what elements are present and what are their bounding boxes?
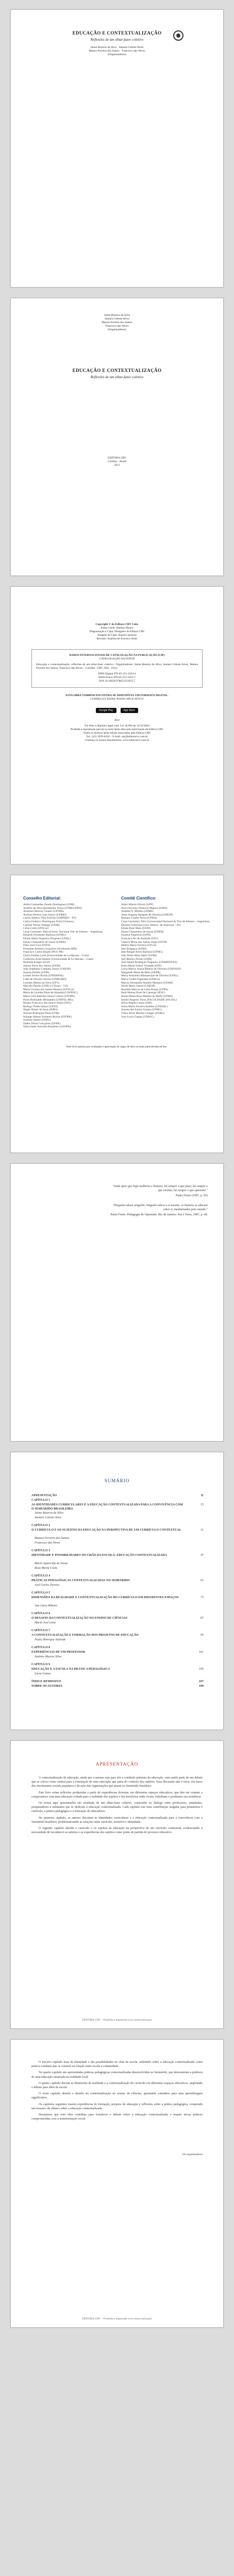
toc-entry-label: PRÁTICAS PEDAGÓGICAS CONTEXTUALIZADAS NO SEMIÁRIDO <box>31 1579 130 1582</box>
toc-entry[interactable] <box>31 1629 204 1633</box>
toc-entry-label: José Carlos Pereira <box>35 1584 60 1587</box>
toc-entry[interactable] <box>31 1536 204 1540</box>
board-member: Antônio Pereira Gaio Júnior (UFRRJ) <box>23 913 66 917</box>
toc-entry[interactable] <box>31 1583 204 1587</box>
board-member: Anna Augusta Sampaio de Oliveira (UNESP) <box>121 913 173 917</box>
catalog-subtitle: CATALOGAÇÃO NA FONTE <box>99 657 135 660</box>
toc-entry-page: 15 <box>200 1503 204 1506</box>
presentation-paragraph: Os textos aqui apresentados são resultado de um olhar-fazer coletivo, construído no diálogo entre professores, estudantes, pesquisadores e militantes que se dedicam à educação contextualizada. Cada capítulo traz uma contribuição singular para pensarmos o currículo, a prática pedagógica e a formação de educadores. <box>31 1802 203 1814</box>
toc-entry[interactable] <box>31 1650 204 1654</box>
presentation-signature: Os organizadores <box>182 2153 203 2156</box>
toc-entry-label: Maria Aparecida de Souza <box>35 1562 68 1565</box>
catalog-text: Educação e contextualização: reflexões de um olhar-fazer coletivo / Organizadores: Jaime Bezerra da Silva, Samara Celeste Alves, Maiara Ferreira dos Santos, Francisco das Neves – Curitiba : CRV, 2021. 110 p. <box>36 663 198 670</box>
board-member: João Pedro Maia Sátiro (UFRJ) <box>121 954 157 957</box>
scientific-committee-column <box>121 896 214 1019</box>
board-member: Celso Conti (UFSCar) <box>23 927 49 930</box>
board-member: Neide Maria Santos (UNESP) <box>121 985 156 988</box>
toc-entry-page: 107 <box>199 1680 204 1683</box>
digital-notice <box>11 694 223 701</box>
presentation-body-cont <box>31 2060 203 2121</box>
board-member: Lourdes Helena da Silva (UFV) <box>23 981 60 985</box>
summary-list <box>11 1494 224 1720</box>
toc-entry[interactable] <box>31 1591 204 1595</box>
toc-entry-label: Paulo Henrique Andrade <box>35 1638 66 1641</box>
page-summary <box>10 1452 224 1730</box>
board-member: Suzana dos Santos Gomes (UFMG) <box>121 1008 162 1012</box>
board-member: Vera Lucia Gaspar (UDESC) <box>121 1015 154 1019</box>
page-copyright <box>10 586 224 865</box>
board-member: Francisco Carlos Duarte (PUC-PR) <box>23 951 63 954</box>
board-member: Sérgio Nunes de Jesus (IFRO) <box>23 1008 58 1012</box>
epigraph-block <box>110 1184 208 1217</box>
board-member: Maria Cristina dos Santos Bezerra (UFSCar) <box>23 988 74 991</box>
board-member: Elione Maria Nogueira Diogenes (UFAL) <box>23 937 71 940</box>
board-member: Tadeu Oliver Gonçalves (UFPA) <box>23 1022 60 1025</box>
board-footer-line: Este livro passou por avaliação e aprovação às cegas de dois ou mais pareceristas ad hoc. <box>66 1045 168 1048</box>
board-member: Helena Maria Ferreira (UFLA) <box>121 944 157 947</box>
toc-entry[interactable] <box>31 1616 204 1620</box>
toc-entry-label: AS IDENTIDADES CURRICULARES E A EDUCAÇÃO CONTEXTUALIZADA PARA A CONVIVÊNCIA COM O SEMIÁRIDO BRASILEIRO <box>31 1503 183 1511</box>
author-line: (Organizadores) <box>108 328 126 331</box>
epigraph-quote: "Onde quer que haja mulheres e homens, há sempre o que fazer, há sempre o que ensinar, há sempre o que aprender." <box>112 1185 208 1193</box>
toc-entry-label: CAPÍTULO 7 <box>31 1629 51 1632</box>
title-page-authors <box>11 314 223 332</box>
board-member: José Daniel Rodrigues Nogueira (UNIMONTES) <box>121 961 177 964</box>
presentation-body <box>31 1776 203 1835</box>
legal-line: Todos os direitos desta edição reservados pela Editora CRV <box>83 732 151 735</box>
board-member: Ronaldo Marcos de Lima Araujo (UFPA) <box>121 988 168 991</box>
toc-entry-label: Rosa Maria Costa <box>35 1567 58 1570</box>
presentation-paragraph: Este livro reúne reflexões produzidas a partir de experiências diversas, em diferentes espaços educativos, que têm em comum o compromisso com uma educação voltada para a realidade dos sujeitos e dos territórios onde vivem, trabalham e produzem sua existência. <box>31 1791 203 1799</box>
toc-entry-label: Maria José Lima <box>35 1621 56 1624</box>
toc-entry-page: 61 <box>200 1579 204 1582</box>
toc-entry[interactable] <box>31 1579 204 1583</box>
toc-entry-label: EDUCAÇÃO E A ESCOLA NA PRÁTICA PEDAGÓGICA <box>31 1668 110 1671</box>
page-cover <box>10 9 224 287</box>
board-member: Maria Antonieta Albuquerque de Oliveira (UFAL) <box>121 974 178 978</box>
scientific-committee-title: Comitê Científico: <box>121 896 157 901</box>
toc-entry[interactable] <box>31 1667 204 1671</box>
toc-entry[interactable] <box>31 1684 204 1688</box>
board-member: João Adalberto Campato Junior (UNESP) <box>23 968 71 971</box>
toc-entry[interactable] <box>31 1680 204 1684</box>
editorial-council-list <box>23 903 116 1029</box>
digital-notice-title: ESTA OBRA TAMBÉM ENCONTRA-SE DISPONÍVEL EM FORMATO DIGITAL. <box>65 694 169 697</box>
toc-entry-label: DIMENSÕES DA REALIDADE E CONTEXTUALIZAÇÃO DO CURRÍCULO EM DIFERENTES ESPAÇOS <box>31 1596 179 1599</box>
app-store-badge[interactable]: App Store <box>121 708 138 713</box>
board-member: Marcia Alessandra Arantes Marques (UFAM) <box>121 981 173 985</box>
board-member: Élsio José Corá (UFFS) <box>23 944 51 947</box>
toc-entry-label: CAPÍTULO 6 <box>31 1612 51 1615</box>
presentation-heading: APRESENTAÇÃO <box>95 1761 139 1767</box>
board-member: Joel Ribeiro Ferraz (UEM) <box>121 957 152 961</box>
presentation-paragraph: O segundo capítulo aborda o currículo e os sujeitos da educação na perspectiva de um currículo contextual, evidenciando a necessidade de reconhecer os saberes e as experiências dos sujeitos como ponto de partida do processo educativo. <box>31 1827 203 1835</box>
presentation-paragraph: Os capítulos seguintes trazem experiências de formação, projetos de educação e reflexões sobre a prática pedagógica, compondo um mosaico de olhares sobre a educação contextualizada. <box>31 2103 203 2110</box>
toc-entry-label: Francisco das Neves <box>35 1541 60 1545</box>
board-member: Barbara Coelho Neves (UFBA) <box>121 917 157 920</box>
toc-entry[interactable] <box>31 1672 204 1676</box>
board-member: Paulo Romualdo Hernandes (UNIFAL-MG) <box>23 998 74 1002</box>
toc-entry-label: CAPÍTULO 5 <box>31 1591 51 1595</box>
board-member: Maria Lurdes Fagundes (UFRGS) <box>121 978 160 981</box>
editorial-council-column <box>23 896 116 1029</box>
board-member: Francisco Ari de Andrade (UFC) <box>121 937 159 940</box>
toc-entry[interactable] <box>31 1612 204 1616</box>
author-line: Maiara Ferreira dos Santos <box>102 321 132 324</box>
book-subtitle: Reflexões de um olhar-fazer coletivo <box>90 38 144 42</box>
board-member: Ruth Helena Porto de Camargo (IFSC) <box>121 991 165 995</box>
toc-entry[interactable] <box>31 1511 204 1515</box>
toc-entry-page: 95 <box>200 1634 204 1637</box>
title-page-imprint <box>11 456 223 467</box>
toc-entry[interactable] <box>31 1621 204 1625</box>
copyright-line: Diagramação e Capa: Designers da Editora CRV <box>89 630 145 633</box>
board-member: Aldira Guimarães Duarte Domínguez (UNB) <box>23 903 75 906</box>
toc-entry[interactable] <box>31 1566 204 1570</box>
board-member: Cesar Gerónimo Tello (Univer. Nacional Três de Febrero – Argentina) <box>23 930 103 934</box>
board-member: Renato Francisco dos Santos Paula (UFG) <box>23 1002 72 1005</box>
title-page-subtitle: Reflexões de um olhar-fazer coletivo <box>90 375 144 379</box>
catalog-title: DADOS INTERNACIONAIS DE CATALOGAÇÃO NA PUBLICAÇÃO (CIP) <box>69 654 165 657</box>
board-member: Andréia da Silva Quintanilha Sousa (UNIR/UFRN) <box>23 906 82 910</box>
toc-entry-label: Antônio Marcos Silva <box>35 1655 62 1658</box>
scientific-committee-list <box>121 903 214 1019</box>
copyright-block <box>11 623 223 641</box>
catalog-box <box>31 649 203 688</box>
toc-entry-label: Maiara Ferreira dos Santos <box>35 1537 70 1540</box>
author-line: Jaime Bezerra da Silva <box>104 314 130 317</box>
toc-entry-page: 101 <box>199 1651 204 1654</box>
board-member: Jane Rangel Alves Barbosa (UFMG) <box>121 951 163 954</box>
board-member: Eduardo Fernandes Barbosa (UFMG) <box>23 934 66 937</box>
toc-entry[interactable] <box>31 1596 204 1600</box>
summary-heading: SUMÁRIO <box>104 1478 130 1483</box>
toc-entry[interactable] <box>31 1638 204 1642</box>
presentation-paragraph: O sexto capítulo aborda o desafio da contextualização no ensino de ciências, apontando caminhos para uma aprendizagem significativa. <box>31 2092 203 2100</box>
board-member: Lucia Marisy Souza Ribeiro de Oliveira (UNIVASF) <box>121 968 181 971</box>
board-member: Gláucia Maria dos Santos Jorge (UFOP) <box>121 940 167 944</box>
toc-entry-label: CAPÍTULO 8 <box>31 1646 51 1649</box>
board-member: Kátia Maria Sobral Trindade (UPF) <box>121 964 162 968</box>
board-member: Lídia de Oliveira Xavier (UNIEURO) <box>23 978 66 981</box>
board-member: Sydione Santos (UEPG) <box>23 1019 51 1022</box>
board-member: Carlos Alberto Vilar Estêvão (UMINHO – PT) <box>23 917 76 920</box>
toc-entry[interactable] <box>31 1549 204 1553</box>
toc-entry-label: CAPÍTULO 1 <box>31 1499 51 1502</box>
board-member: Sheila Maria Rosa Martins de Mello (UFMS) <box>121 995 173 998</box>
presentation-paragraph: O terceiro capítulo trata da identidade e das possibilidades no chão da escola, refletindo sobre a educação contextualizada como prática cotidiana que se constrói na relação entre escola e comunidade. <box>31 2061 203 2069</box>
board-member: Guillermo Arias Beatón (Universidade de La Havana – Cuba) <box>23 957 93 961</box>
cover-authors <box>11 46 223 57</box>
toc-entry-label: APRESENTAÇÃO <box>31 1494 57 1497</box>
board-member: Leonel Severo Rocha (UNISINOS) <box>23 974 64 978</box>
toc-entry-label: Ana Lúcia Ribeiro <box>35 1604 58 1607</box>
board-member: Maria Lília Imbiriba Sousa Colares (UFOPA) <box>23 995 75 998</box>
toc-entry[interactable] <box>31 1541 204 1545</box>
toc-entry-label: Samara Celeste Alves <box>35 1516 62 1519</box>
book-title: EDUCAÇÃO E CONTEXTUALIZAÇÃO <box>72 30 162 36</box>
publisher-place: Curitiba – Brasil <box>107 460 127 463</box>
copyright-line: Editor-chefe: Railson Moura <box>101 626 133 630</box>
store-badges <box>11 704 223 714</box>
presentation-paragraph: O quinto capítulo discute as dimensões da realidade e a contextualização do currículo em diferentes espaços educativos, ampliando o debate para além da escola. <box>31 2081 203 2090</box>
board-member: Jailson Alves dos Santos (UFRJ) <box>23 964 61 968</box>
toc-entry[interactable] <box>31 1655 204 1659</box>
copyright-line: Revisão: Analista de Escrita e Artes <box>96 637 138 640</box>
page-presentation-cont <box>10 2039 224 2328</box>
author-line: Samara Celeste Alves <box>105 317 129 320</box>
presentation-paragraph: No quarto capítulo são apresentadas práticas pedagógicas contextualizadas desenvolvidas no Semiárido, que demonstram a potência de uma educação enraizada na realidade local. <box>31 2071 203 2079</box>
board-member: Carmen Tereza Velanga (UNIR) <box>23 923 60 927</box>
toc-entry-page: 105 <box>199 1668 204 1671</box>
board-member: Elizeu Clementino de Souza (UNEB) <box>121 930 164 934</box>
board-member: Ana Chrystina Venancio Mignot (UERJ) <box>121 906 168 910</box>
publisher-name: EDITORA CRV <box>108 456 126 460</box>
author-line: Francisco das Neves <box>105 325 129 328</box>
toc-entry-label: CAPÍTULO 9 <box>31 1663 51 1666</box>
board-member: Diosnel Centurion (Univ Americ. de Asunción – Py) <box>121 923 181 927</box>
toc-entry[interactable] <box>31 1604 204 1608</box>
board-member: Helmuth Krüger (UCP) <box>23 961 50 964</box>
board-member: Cesar Gerónimo Tello (Universidad Nacional de Tres de Febrero – Argentina) <box>121 920 210 923</box>
toc-entry-label: CAPÍTULO 4 <box>31 1574 51 1578</box>
toc-entry-label: A CONTEXTUALIZAÇÃO E FORMAÇÃO DOS PROJETOS DE EDUCAÇÃO <box>31 1634 139 1637</box>
toc-entry-page: 73 <box>200 1596 204 1599</box>
author-line: Maiara Ferreira dos Santos · Francisco das Neves <box>89 49 145 53</box>
presentation-paragraph: No primeiro capítulo, os autores discutem as identidades curriculares e a educação contextualizada para a convivência com o Semiárido brasileiro, problematizando as relações entre currículo, território e identidade. <box>31 1816 203 1824</box>
presentation-paragraph: Desejamos que esta obra contribua para fortalecer o debate sobre a educação contextualizada e inspire novas práticas comprometidas com a transformação social. <box>31 2113 203 2121</box>
board-member: Margareth Maria de Melo (UEPB) <box>121 971 160 974</box>
toc-entry-label: CAPÍTULO 2 <box>31 1524 51 1527</box>
page-footer: EDITORA CRV – Proibida a impressão e/ou comercialização <box>82 2317 152 2320</box>
toc-entry[interactable] <box>31 1663 204 1667</box>
board-member: Andréia N. Militão (UEMS) <box>121 910 154 913</box>
board-member: Altair Alberto Fávero (UPF) <box>121 903 154 906</box>
toc-entry-page: 47 <box>200 1554 204 1557</box>
legal-line: Conheça os nossos lançamentos: www.editoracrv.com.br <box>85 739 149 742</box>
toc-entry-label: O DESAFIO DA CONTEXTUALIZAÇÃO NO ENSINO DE CIÊNCIAS <box>31 1617 128 1620</box>
board-member: Fernando Antônio Gonçalves Alcoforado (IPB) <box>23 947 77 951</box>
epigraph-long-author: Paulo Freire. Pedagogia do Oprimido. Rio de Janeiro: Paz e Terra, 1987, p. 68. <box>110 1213 208 1217</box>
board-member: Maria de Lourdes Pinto de Almeida (UNOESC) <box>23 991 78 995</box>
legal-footer <box>11 724 223 742</box>
toc-entry[interactable] <box>31 1528 204 1532</box>
author-line: (Organizadores) <box>108 53 126 56</box>
doi: DOI 10.24824/978652511053.7 <box>98 680 136 683</box>
toc-entry[interactable] <box>31 1562 204 1566</box>
copyright-line: Copyright © da Editora CRV Ltda. <box>95 623 139 626</box>
year-line: 2021 <box>114 719 120 722</box>
board-member: Inês Bragança (UERJ) <box>121 947 147 951</box>
epigraph-long: "Ninguém educa ninguém, ninguém educa a si mesmo, os homens se educam entre si, mediatizados pelo mundo." <box>112 1204 208 1211</box>
toc-entry-label: Jaime Bezerra da Silva <box>35 1512 63 1515</box>
board-member: Anselmo Alencar Colares (UFOPA) <box>23 910 64 913</box>
board-member: Solange Helena Ximenes-Rocha (UFOPA) <box>23 1015 72 1019</box>
google-play-badge[interactable]: Google Play <box>96 708 116 713</box>
toc-entry[interactable] <box>31 1553 204 1557</box>
toc-entry-label: CAPÍTULO 3 <box>31 1549 51 1552</box>
author-line: Jaime Bezerra da Silva · Samara Celeste Alves <box>90 46 144 49</box>
board-member: Eliane Rose Maio (UEM) <box>121 927 151 930</box>
toc-entry-page: 11 <box>200 1494 204 1497</box>
toc-entry[interactable] <box>31 1523 204 1528</box>
toc-entry-page: 109 <box>199 1685 204 1688</box>
board-member: Sandro Rogério Tizon (FACULDADE SOCIAL) <box>121 998 177 1002</box>
toc-entry[interactable] <box>31 1498 204 1502</box>
legal-line: Proibida a reprodução parcial ou total desta obra sem autorização da Editora CRV <box>70 728 164 731</box>
board-member: Marcelo Paixão (UFRJ e UTexas – US) <box>23 985 68 988</box>
page-editorial-board <box>10 875 224 1153</box>
page-presentation <box>10 1740 224 2029</box>
isbn-digital: ISBN Digital 978-65-251-1054-4 <box>98 672 136 675</box>
board-member: Sonia Maria Ferreira Koehler (UNISAL) <box>121 1005 168 1008</box>
toc-entry[interactable] <box>31 1646 204 1650</box>
toc-entry-page: 31 <box>200 1529 204 1532</box>
toc-entry-label: SOBRE OS AUTORES <box>31 1685 62 1688</box>
toc-entry[interactable] <box>31 1574 204 1578</box>
editorial-council-title: Conselho Editorial: <box>23 896 61 901</box>
copyright-line: Imagem da Capa: Arquivo pessoal <box>97 634 137 637</box>
page-title <box>10 298 224 576</box>
publisher-year: 2021 <box>114 464 120 467</box>
presentation-paragraph: A contextualização da educação, ainda que a mesma seja para nós a condição primeira da educação, vem sendo parte de um debate que se coloca como central para a construção de uma educação que parta do contexto dos sujeitos. Essa discussão não é nova; ela nasce dos movimentos sociais populares e da ação das organizações que atuam no Semiárido brasileiro. <box>31 1776 203 1788</box>
toc-entry[interactable] <box>31 1516 204 1520</box>
epigraph-quote-author: Paulo Freire (1997, p. 85) <box>176 1194 208 1198</box>
toc-entry-label: O CURRÍCULO E OS SUJEITOS DA EDUCAÇÃO NA PERSPECTIVA DE UM CURRÍCULO CONTEXTUAL <box>31 1529 181 1532</box>
toc-entry-label: Lúcia Gomes <box>35 1672 51 1675</box>
board-member: Elizeu Clementino de Souza (UNEB) <box>23 940 66 944</box>
toc-entry-page: 87 <box>200 1617 204 1620</box>
board-member: Tania Suely Azevedo Brasileiro (UFOPA) <box>23 1025 71 1029</box>
title-page-title: EDUCAÇÃO E CONTEXTUALIZAÇÃO <box>72 368 162 373</box>
board-member: Vânia Alves Martins Chaigar (FURG) <box>121 1012 165 1015</box>
board-member: Josania Portela (UFPI) <box>23 971 49 974</box>
board-member: Silvia Regina Canan (URI) <box>121 1002 152 1005</box>
publisher-logo-icon <box>173 30 183 41</box>
page-footer: EDITORA CRV – Proibida a impressão e/ou comercialização <box>82 2019 152 2022</box>
board-member: Carlos Federico Dominguez Avila (Unieuro) <box>23 920 74 923</box>
legal-line: Tel.: (41) 3039-6418 – E-mail: sac@editoracrv.com.br <box>86 735 148 738</box>
board-member: Fauston Negreiros (UFPI) <box>121 934 151 937</box>
toc-entry-label: EXPERIÊNCIAS DE UM PROFESSOR <box>31 1651 86 1654</box>
board-member: Rodrigo Pratte-Santos (UFES) <box>23 1005 58 1008</box>
board-footer <box>11 1045 223 1049</box>
board-member: Gloria Fariñas León (Universidade de La Havana – Cuba) <box>23 954 89 957</box>
legal-line: Foi feito o depósito legal conf. Lei 10.994 de 14/12/2004 <box>85 724 149 727</box>
isbn-print: ISBN Físico 978-65-251-1053-7 <box>98 676 136 679</box>
digital-notice-sub: CONHEÇA E BAIXE NOSSO APLICATIVO! <box>90 698 144 701</box>
toc-entry[interactable] <box>31 1503 204 1511</box>
toc-entry-label: IDENTIDADE E POSSIBILIDADES NO CHÃO DA ESCOLA: EDUCAÇÃO CONTEXTUALIZADA <box>31 1554 168 1557</box>
toc-entry-label: ÍNDICE REMISSIVO <box>31 1680 61 1683</box>
toc-entry[interactable] <box>31 1494 204 1498</box>
toc-entry[interactable] <box>31 1633 204 1637</box>
page-epigraph <box>10 1163 224 1442</box>
board-member: Simone Rodrigues Pinto (UNB) <box>23 1012 60 1015</box>
